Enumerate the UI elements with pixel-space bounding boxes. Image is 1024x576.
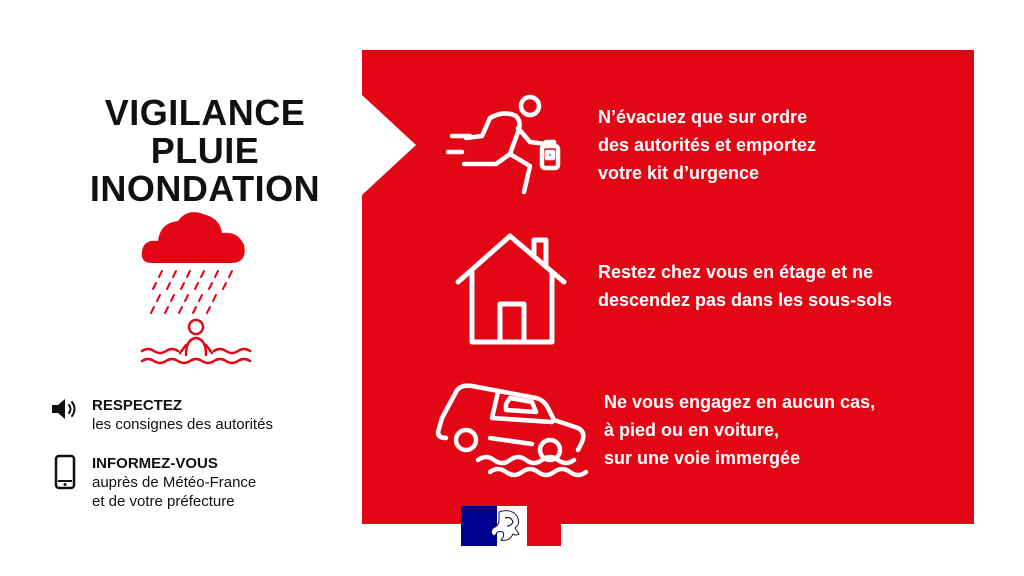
person-in-water-icon — [142, 320, 250, 363]
rule-text-line: sur une voie immergée — [604, 448, 801, 468]
running-person-icon — [446, 92, 570, 202]
info-line: auprès de Météo-France — [92, 474, 257, 491]
car-in-water-icon — [432, 378, 592, 478]
smartphone-icon — [54, 454, 76, 490]
rain-drops — [151, 271, 232, 313]
info-heading: INFORMEZ-VOUS — [92, 455, 218, 472]
marianne-logo — [461, 506, 561, 546]
info-respectez — [46, 396, 273, 434]
rule-text-line: à pied ou en voiture, — [604, 420, 780, 440]
rule-text-line: votre kit d’urgence — [598, 163, 760, 183]
rule-text-line: Ne vous engagez en aucun cas, — [604, 392, 876, 412]
info-informez-vous — [46, 454, 256, 511]
info-line: et de votre préfecture — [92, 493, 235, 510]
rule-text-line: des autorités et emportez — [598, 135, 817, 155]
rule-text-line: descendez pas dans les sous-sols — [598, 290, 893, 310]
rule-text-line: N’évacuez que sur ordre — [598, 107, 808, 127]
page-title — [60, 94, 350, 208]
title-line-2: PLUIE — [150, 130, 260, 171]
info-line: les consignes des autorités — [92, 416, 273, 433]
title-line-3: INONDATION — [89, 168, 321, 209]
speaker-icon — [50, 396, 80, 422]
rain-cloud-icon — [142, 212, 245, 263]
rule-text-line: Restez chez vous en étage et ne — [598, 262, 874, 282]
rain-flood-illustration — [140, 205, 260, 385]
title-line-1: VIGILANCE — [104, 92, 306, 133]
panel-notch — [362, 95, 418, 195]
house-icon — [454, 232, 574, 348]
info-heading: RESPECTEZ — [92, 397, 183, 414]
